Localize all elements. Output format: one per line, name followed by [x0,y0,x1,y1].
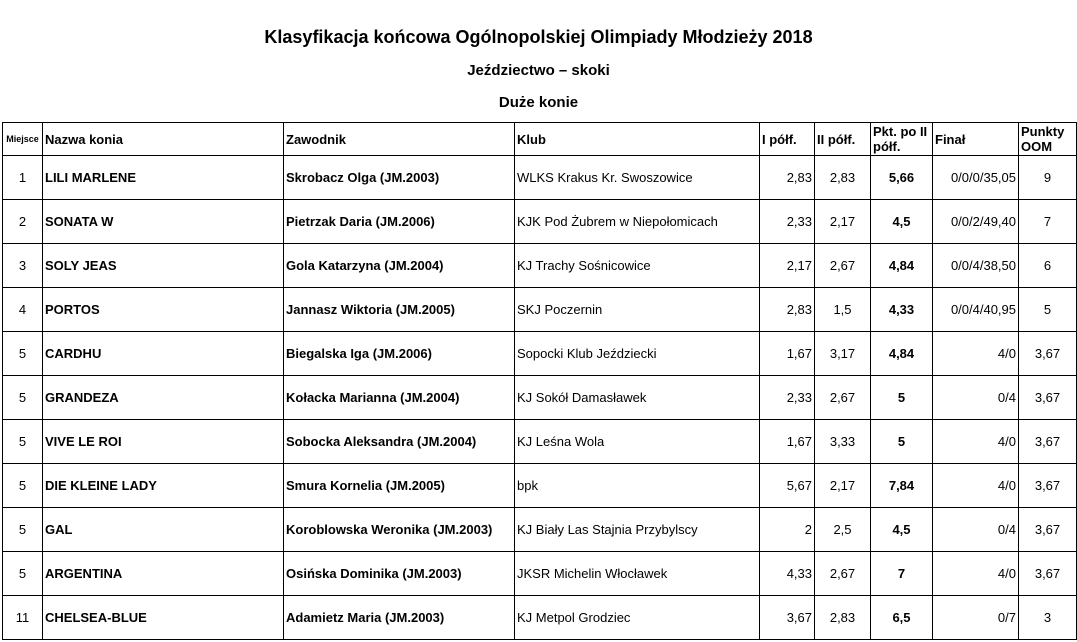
table-row [3,464,1077,508]
cell-club: KJ Sokół Damasławek [515,376,760,420]
cell-half2: 2,17 [815,464,871,508]
cell-rider: Gola Katarzyna (JM.2004) [284,244,515,288]
cell-horse: GRANDEZA [43,376,284,420]
cell-points-after: 7 [871,552,933,596]
table-row [3,244,1077,288]
cell-horse: GAL [43,508,284,552]
cell-points-after: 4,33 [871,288,933,332]
cell-rider: Osińska Dominika (JM.2003) [284,552,515,596]
cell-horse: PORTOS [43,288,284,332]
cell-rider: Kołacka Marianna (JM.2004) [284,376,515,420]
cell-place: 5 [3,552,43,596]
cell-club: WLKS Krakus Kr. Swoszowice [515,156,760,200]
cell-half1: 2,83 [760,156,815,200]
table-row [3,508,1077,552]
header-half1: I półf. [760,123,815,156]
table-row [3,552,1077,596]
cell-half2: 2,67 [815,376,871,420]
cell-oom-points: 3,67 [1019,552,1077,596]
cell-half2: 2,83 [815,596,871,640]
cell-final: 4/0 [933,552,1019,596]
cell-half2: 1,5 [815,288,871,332]
cell-oom-points: 9 [1019,156,1077,200]
header-row [3,123,1077,156]
cell-half1: 5,67 [760,464,815,508]
cell-club: Sopocki Klub Jeździecki [515,332,760,376]
cell-club: KJ Metpol Grodziec [515,596,760,640]
cell-oom-points: 3 [1019,596,1077,640]
cell-horse: CARDHU [43,332,284,376]
cell-place: 4 [3,288,43,332]
results-table [2,122,1077,640]
cell-oom-points: 7 [1019,200,1077,244]
cell-points-after: 5 [871,376,933,420]
cell-final: 0/4 [933,376,1019,420]
table-row [3,332,1077,376]
cell-place: 5 [3,464,43,508]
cell-half1: 3,67 [760,596,815,640]
cell-points-after: 4,5 [871,508,933,552]
cell-rider: Koroblowska Weronika (JM.2003) [284,508,515,552]
cell-horse: CHELSEA-BLUE [43,596,284,640]
cell-oom-points: 3,67 [1019,420,1077,464]
cell-final: 0/0/4/40,95 [933,288,1019,332]
cell-club: KJ Biały Las Stajnia Przybylscy [515,508,760,552]
cell-oom-points: 3,67 [1019,464,1077,508]
discipline-subtitle: Jeździectwo – skoki [467,62,610,79]
cell-rider: Jannasz Wiktoria (JM.2005) [284,288,515,332]
cell-final: 0/0/2/49,40 [933,200,1019,244]
header-oom-points: Punkty OOM [1019,123,1077,156]
cell-club: KJK Pod Żubrem w Niepołomicach [515,200,760,244]
header-club: Klub [515,123,760,156]
cell-rider: Biegalska Iga (JM.2006) [284,332,515,376]
header-final: Finał [933,123,1019,156]
cell-points-after: 5,66 [871,156,933,200]
cell-horse: LILI MARLENE [43,156,284,200]
cell-club: JKSR Michelin Włocławek [515,552,760,596]
cell-half1: 2,33 [760,376,815,420]
cell-points-after: 4,84 [871,244,933,288]
cell-rider: Sobocka Aleksandra (JM.2004) [284,420,515,464]
cell-half2: 3,17 [815,332,871,376]
table-row [3,156,1077,200]
cell-place: 5 [3,332,43,376]
cell-rider: Skrobacz Olga (JM.2003) [284,156,515,200]
header-horse: Nazwa konia [43,123,284,156]
header-half2: II półf. [815,123,871,156]
table-row [3,376,1077,420]
cell-horse: VIVE LE ROI [43,420,284,464]
cell-final: 4/0 [933,332,1019,376]
cell-club: KJ Leśna Wola [515,420,760,464]
table-row [3,596,1077,640]
cell-place: 1 [3,156,43,200]
cell-half2: 2,5 [815,508,871,552]
cell-oom-points: 3,67 [1019,376,1077,420]
cell-final: 4/0 [933,420,1019,464]
cell-half2: 2,67 [815,244,871,288]
table-row [3,200,1077,244]
cell-rider: Pietrzak Daria (JM.2006) [284,200,515,244]
cell-place: 11 [3,596,43,640]
cell-half1: 1,67 [760,420,815,464]
cell-final: 0/0/4/38,50 [933,244,1019,288]
header-points-after: Pkt. po II półf. [871,123,933,156]
cell-place: 3 [3,244,43,288]
cell-horse: DIE KLEINE LADY [43,464,284,508]
cell-oom-points: 6 [1019,244,1077,288]
cell-final: 0/0/0/35,05 [933,156,1019,200]
cell-horse: SONATA W [43,200,284,244]
cell-half1: 2,83 [760,288,815,332]
header-place: Miejsce [3,123,43,156]
cell-points-after: 6,5 [871,596,933,640]
cell-place: 2 [3,200,43,244]
cell-oom-points: 5 [1019,288,1077,332]
cell-half1: 4,33 [760,552,815,596]
cell-horse: ARGENTINA [43,552,284,596]
results-body [3,156,1077,640]
cell-club: SKJ Poczernin [515,288,760,332]
document-title: Klasyfikacja końcowa Ogólnopolskiej Olimpiady Młodzieży 2018 [264,27,813,47]
cell-half1: 2 [760,508,815,552]
cell-rider: Smura Kornelia (JM.2005) [284,464,515,508]
cell-half2: 2,17 [815,200,871,244]
cell-club: KJ Trachy Sośnicowice [515,244,760,288]
cell-half2: 2,67 [815,552,871,596]
cell-points-after: 4,84 [871,332,933,376]
table-row [3,420,1077,464]
cell-place: 5 [3,376,43,420]
header-rider: Zawodnik [284,123,515,156]
cell-final: 0/7 [933,596,1019,640]
cell-oom-points: 3,67 [1019,332,1077,376]
cell-points-after: 5 [871,420,933,464]
cell-half2: 3,33 [815,420,871,464]
cell-half1: 2,17 [760,244,815,288]
cell-club: bpk [515,464,760,508]
cell-place: 5 [3,420,43,464]
cell-half2: 2,83 [815,156,871,200]
cell-oom-points: 3,67 [1019,508,1077,552]
cell-points-after: 7,84 [871,464,933,508]
cell-final: 4/0 [933,464,1019,508]
cell-final: 0/4 [933,508,1019,552]
cell-place: 5 [3,508,43,552]
cell-half1: 2,33 [760,200,815,244]
cell-horse: SOLY JEAS [43,244,284,288]
cell-half1: 1,67 [760,332,815,376]
table-row [3,288,1077,332]
cell-points-after: 4,5 [871,200,933,244]
cell-rider: Adamietz Maria (JM.2003) [284,596,515,640]
category-subtitle: Duże konie [498,94,579,111]
